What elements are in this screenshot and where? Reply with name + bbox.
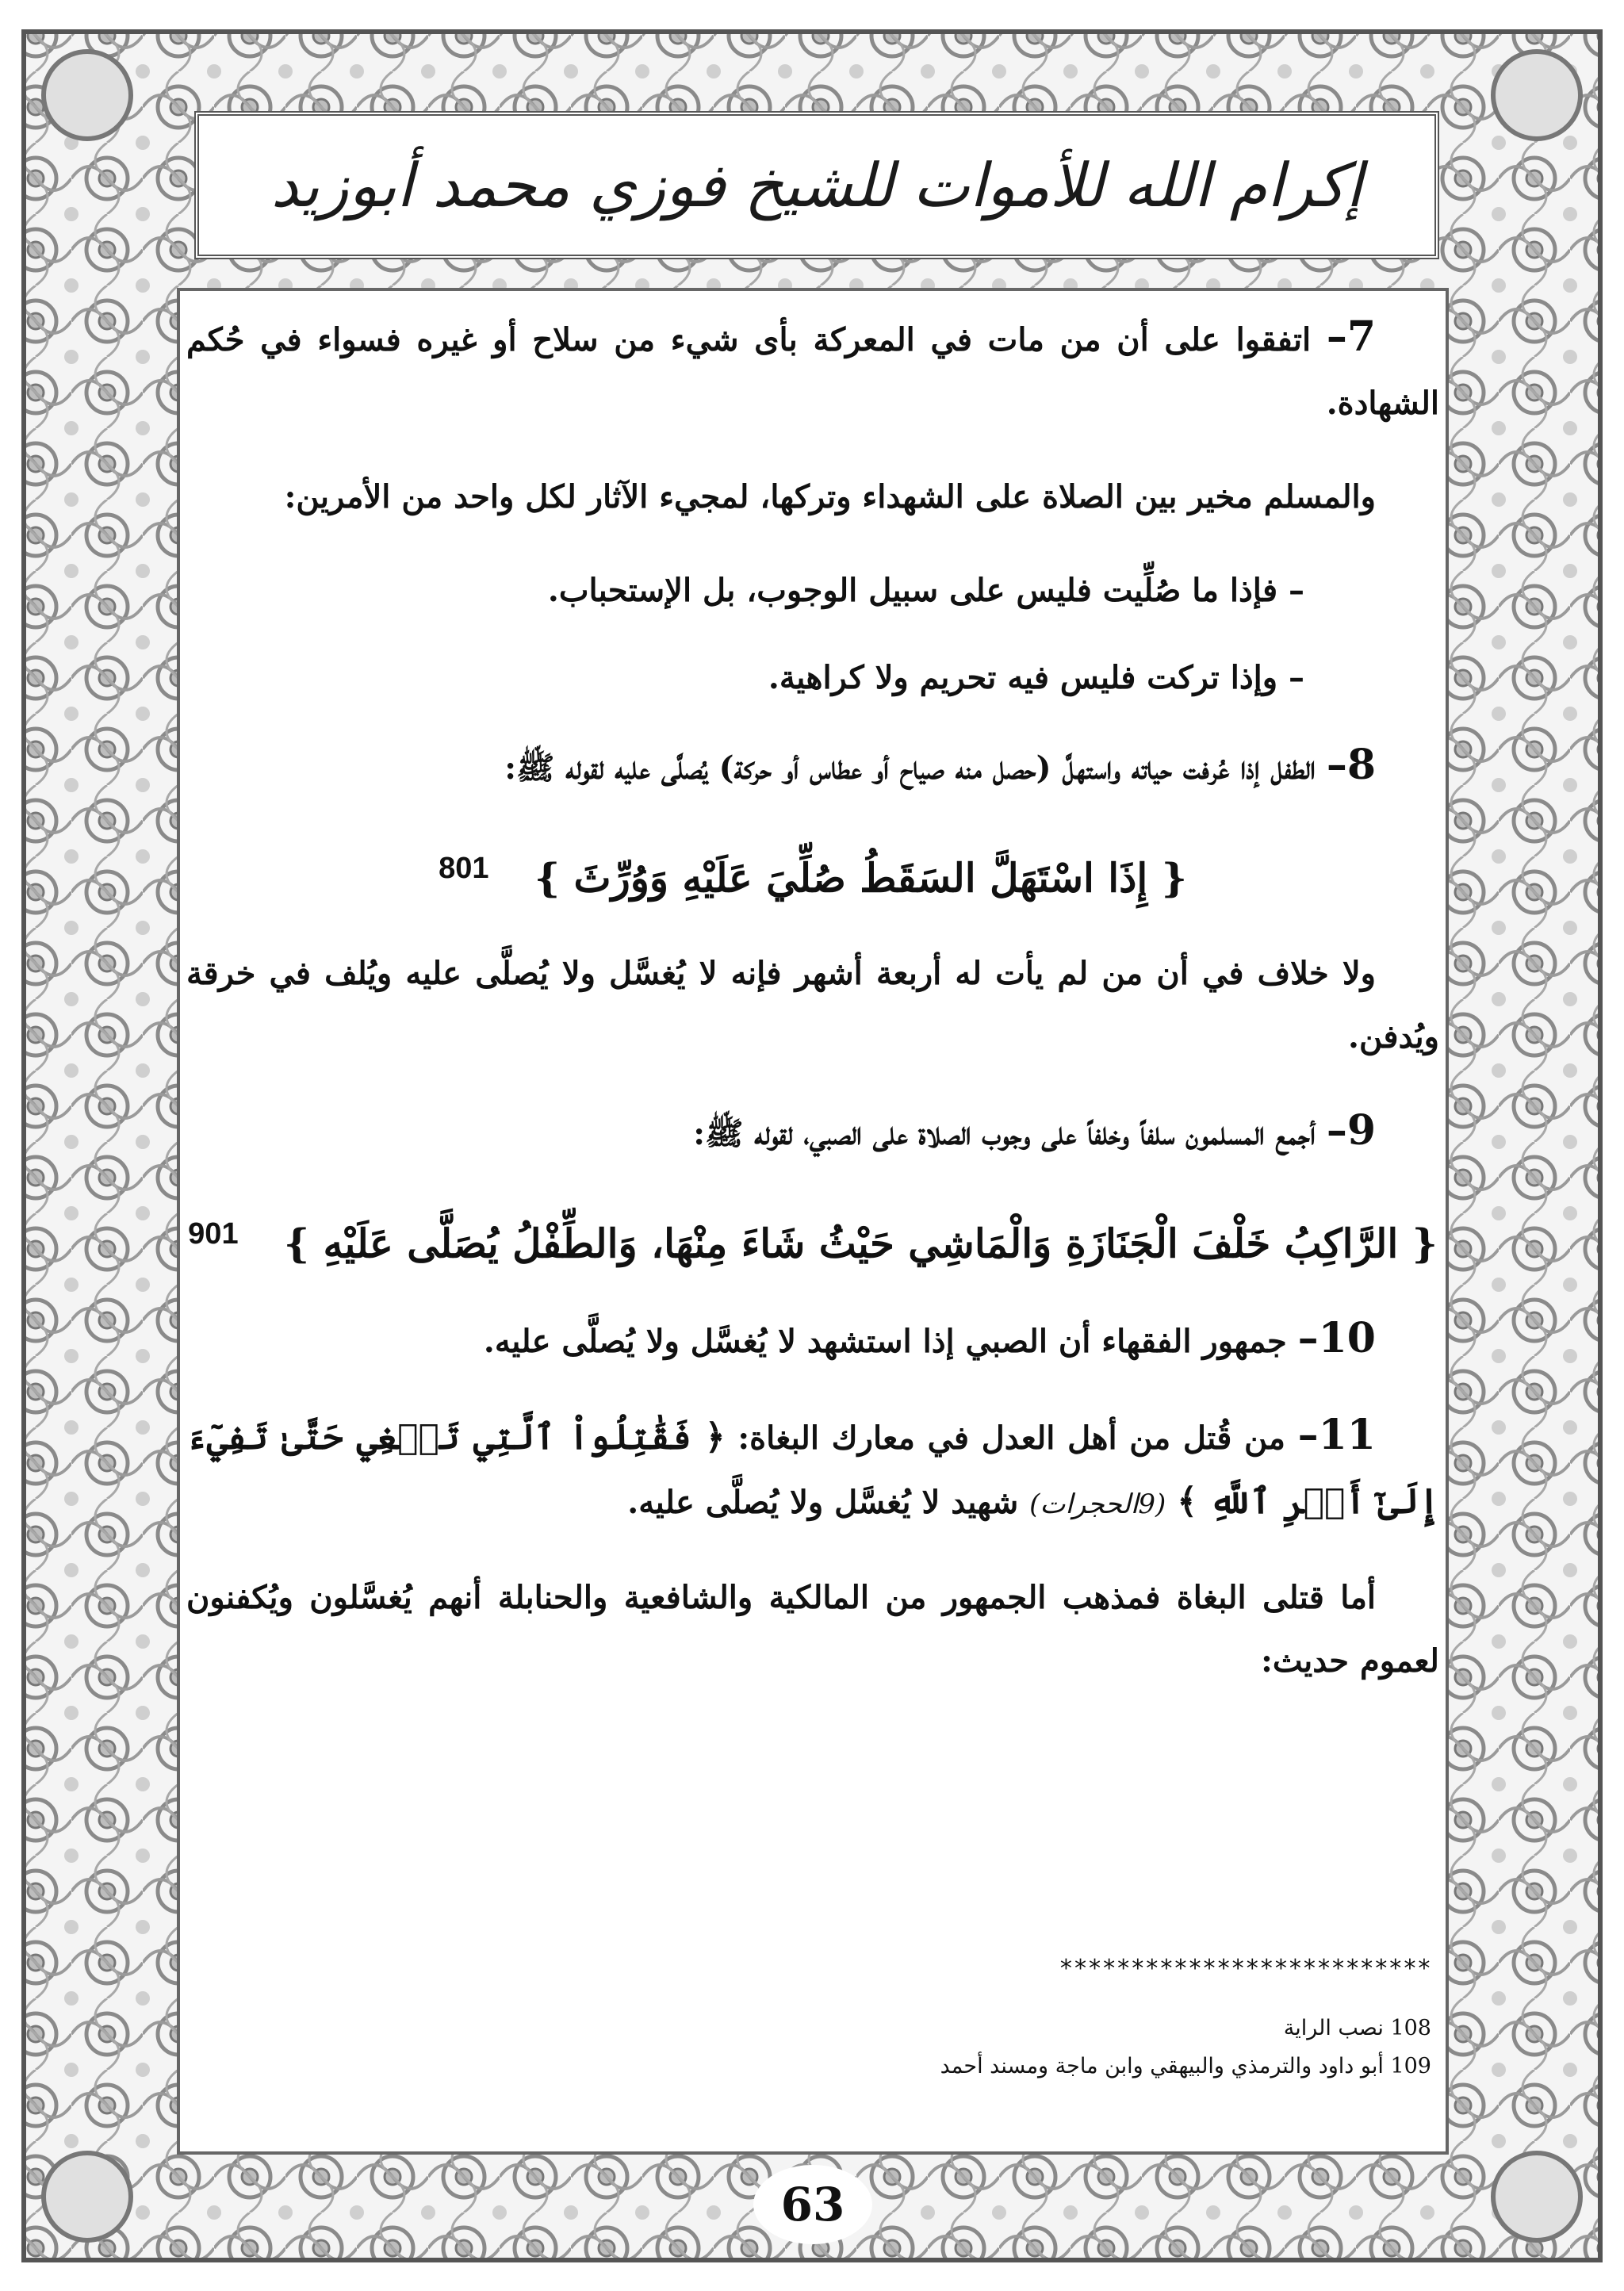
paragraph-text: اتفقوا على أن من مات في المعركة بأى شيء من سلاح أو غيره فسواء في حُكم الشهادة. — [186, 321, 1439, 422]
footnote-108 — [864, 2009, 1431, 2048]
paragraph-11 — [186, 1404, 1439, 1536]
footnote-number: 108 — [1390, 2016, 1431, 2040]
paragraph-rebels: أما قتلى البغاة فمذهب الجمهور من المالكية والشافعية والحنابلة أنهم يُغسَّلون ويُكفنون لعموم حديث: — [186, 1579, 1439, 1680]
item-number: 7– — [1326, 312, 1376, 361]
verse-citation: (9الحجرات) — [1029, 1488, 1166, 1521]
footnote-number: 109 — [1390, 2054, 1431, 2078]
paragraph-text: من قُتل من أهل العدل في معارك البغاة: — [737, 1419, 1285, 1458]
bullet-left: – وإذا تركت فليس فيه تحريم ولا كراهية. — [768, 659, 1304, 696]
item-number: 9– — [1326, 1105, 1376, 1155]
footnote-ref-2: 901 — [188, 1216, 239, 1251]
page-header — [194, 111, 1439, 259]
hadith-text: { الرَّاكِبُ خَلْفَ الْجَنَازَةِ وَالْمَاشِي حَيْثُ شَاءَ مِنْهَا، وَالطِّفْلُ يُصَلَّى عَلَيْهِ } — [284, 1220, 1438, 1267]
footnote-text: أبو داود والترمذي والبيهقي وابن ماجة ومسند أحمد — [940, 2054, 1384, 2078]
quran-verse: ﴿ فَقَٰتِلُواْ ٱلَّتِي تَبۡغِي حَتَّىٰ تَفِيٓءَ إِلَىٰٓ أَمۡرِ ٱللَّهِ ﴾ — [186, 1417, 1439, 1523]
hadith-2 — [186, 1196, 1439, 1282]
hadith-text: { إِذَا اسْتَهَلَّ السَقَطُ صُلِّيَ عَلَيْهِ وَوُرِّثَ } — [534, 854, 1187, 902]
book-title: إكرام الله للأموات للشيخ فوزي محمد أبوزيد — [270, 150, 1363, 220]
bullet-prayed: – فإذا ما صُلِّيت فليس على سبيل الوجوب، بل الإستحباب. — [547, 572, 1304, 609]
hadith-1 — [186, 830, 1439, 917]
paragraph-8 — [186, 734, 1439, 800]
paragraph-10 — [186, 1307, 1439, 1373]
paragraph-7 — [186, 305, 1439, 435]
paragraph-no-dispute: ولا خلاف في أن من لم يأت له أربعة أشهر فإنه لا يُغسَّل ولا يُصلَّى عليه ويُلف في خرقة ويُدفن. — [186, 954, 1439, 1055]
footnote-text: نصب الراية — [1283, 2016, 1384, 2040]
main-text — [186, 305, 1439, 1891]
item-number: 10– — [1297, 1314, 1376, 1363]
footnotes — [864, 1955, 1431, 2086]
footnote-109 — [864, 2048, 1431, 2086]
paragraph-text: أجمع المسلمون سلفاً وخلفاً على وجوب الصلاة على الصبي، لقوله ﷺ: — [693, 1114, 1316, 1152]
item-number: 8– — [1326, 741, 1376, 789]
paragraph-text: جمهور الفقهاء أن الصبي إذا استشهد لا يُغسَّل ولا يُصلَّى عليه. — [483, 1323, 1287, 1361]
page-number: 63 — [753, 2165, 872, 2244]
paragraph-9 — [186, 1099, 1439, 1166]
paragraph-muslim-choice: والمسلم مخير بين الصلاة على الشهداء وتركها، لمجيء الآثار لكل واحد من الأمرين: — [284, 478, 1376, 515]
footnote-separator: ************************** — [1059, 1955, 1431, 1983]
paragraph-text: الطفل إذا عُرفت حياته واستهلَّ (حصل منه صياح أو عطاس أو حركة) يُصلَّى عليه لقوله ﷺ: — [504, 749, 1316, 787]
paragraph-text-after: شهيد لا يُغسَّل ولا يُصلَّى عليه. — [627, 1484, 1019, 1522]
item-number: 11– — [1297, 1411, 1376, 1460]
footnote-ref-1: 801 — [439, 852, 489, 885]
